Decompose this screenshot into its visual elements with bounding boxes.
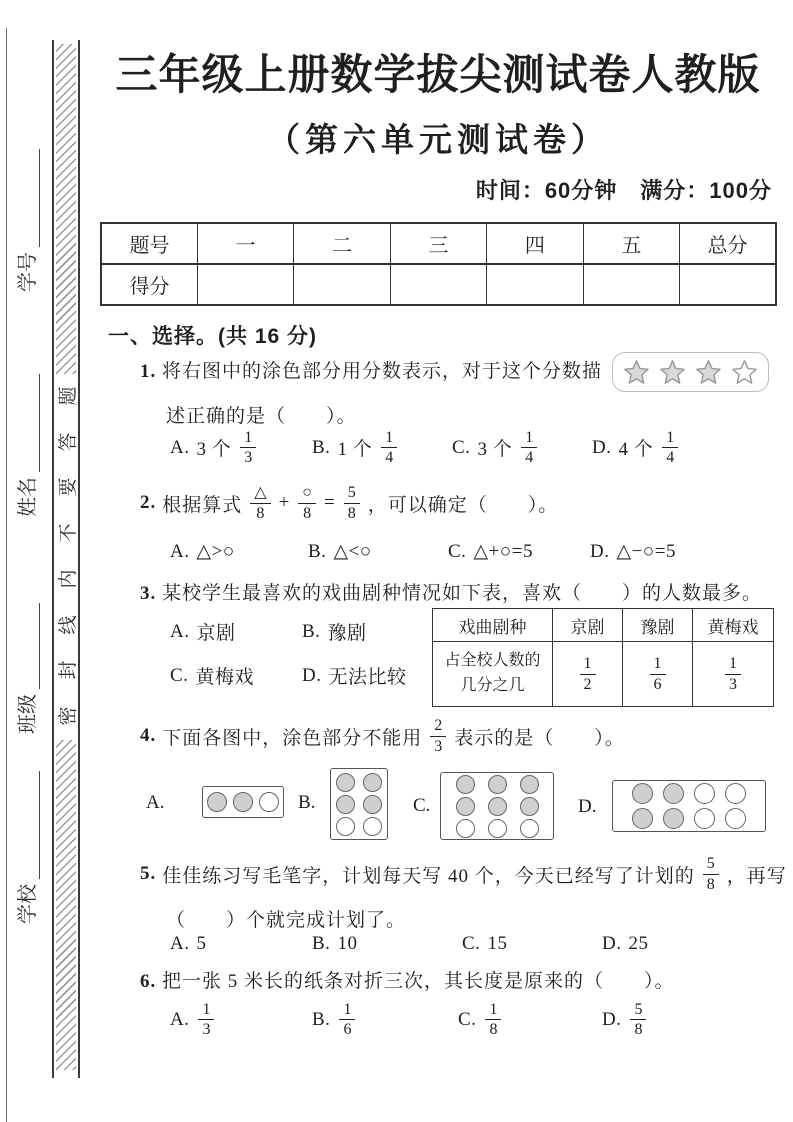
score-table: [100, 222, 777, 306]
field-school-label: 学校: [17, 884, 39, 924]
star-filled-icon: [695, 359, 722, 386]
shaded-circle: [207, 792, 227, 812]
q1-option-c: C. 3 个 $\frac{1}{4}$: [452, 428, 539, 467]
shaded-circle: [363, 795, 382, 814]
q4-stem-post: 表示的是（ ）。: [454, 727, 625, 749]
shaded-circle: [663, 783, 684, 804]
q3-table-row-label: 占全校人数的 几分之几: [433, 642, 553, 707]
q4-figure-d-label: D.: [578, 796, 597, 817]
q4-stem-pre: 下面各图中，涂色部分不能用: [162, 727, 423, 749]
field-student-number-blank: [17, 149, 40, 247]
q4-box-3: [612, 780, 766, 832]
score-col-total: 总分: [680, 223, 776, 264]
seal-char: 线: [57, 615, 79, 635]
empty-circle: [336, 817, 355, 836]
fraction: $\frac{1}{4}$: [381, 428, 397, 467]
fraction: $\frac{1}{3}$: [198, 1000, 214, 1039]
q6-option-a: A. $\frac{1}{3}$: [170, 1000, 216, 1039]
q4-stem: [140, 712, 625, 760]
q1-number: 1.: [140, 361, 157, 382]
section-one-title: 一、选择。(共 16 分): [108, 325, 318, 348]
q2-stem-post: ，可以确定（ ）。: [367, 494, 559, 516]
empty-circle: [694, 808, 715, 829]
q1-stars-figure: [612, 352, 769, 392]
q3-table-header-row: [433, 609, 774, 642]
shaded-circle: [632, 808, 653, 829]
field-class: [14, 600, 40, 734]
fraction: $\frac{1}{8}$: [485, 1000, 501, 1039]
q3-table-header-type: 戏曲剧种: [433, 609, 553, 642]
seal-char: 不: [57, 523, 79, 543]
star-empty-icon: [731, 359, 758, 386]
score-col-5: 五: [583, 223, 679, 264]
q5-fraction-five-eighths: $\frac{5}{8}$: [703, 854, 719, 893]
shaded-circle: [663, 808, 684, 829]
shaded-circle: [336, 773, 355, 792]
q3-option-d: D. 无法比较: [302, 664, 407, 688]
q3-option-a: A. 京剧: [170, 620, 236, 644]
q1-stem-line1: [140, 356, 602, 383]
field-class-label: 班级: [17, 694, 39, 734]
score-col-2: 二: [294, 223, 390, 264]
fraction: $\frac{5}{8}$: [630, 1000, 646, 1039]
score-cell-4: [487, 264, 583, 305]
fraction: $\frac{1}{4}$: [662, 428, 678, 467]
field-name-label: 姓名: [17, 477, 39, 517]
q5-stem-pre: 佳佳练习写毛笔字，计划每天写 40 个，今天已经写了计划的: [162, 865, 695, 887]
score-cell-5: [583, 264, 679, 305]
q4-figure-c-label: C.: [413, 795, 431, 816]
q3-table-value-yuju: $\frac{1}{6}$: [623, 642, 693, 707]
q3-table-header-yuju: 豫剧: [623, 609, 693, 642]
q1-option-a: A. 3 个 $\frac{1}{3}$: [170, 428, 258, 467]
q2-option-b: B. △<○: [308, 540, 372, 562]
q2-fraction-circle: $\frac{○}{8}$: [298, 483, 316, 522]
field-student-number-label: 学号: [17, 252, 39, 292]
q2-fraction-triangle: $\frac{\triangle}{8}$: [250, 483, 270, 522]
q6-option-c: C. $\frac{1}{8}$: [458, 1000, 503, 1039]
q2-plus-sign: +: [278, 492, 291, 513]
q5-option-c: C. 15: [462, 933, 508, 954]
score-row-label: 得分: [101, 264, 197, 305]
score-col-label: 题号: [101, 223, 197, 264]
score-col-3: 三: [390, 223, 486, 264]
q1-stem-line2: 述正确的是（ ）。: [166, 406, 357, 427]
score-table-header-row: [101, 223, 776, 264]
score-cell-1: [197, 264, 293, 305]
field-student-number: [14, 146, 40, 292]
q2-stem-pre: 根据算式: [162, 494, 243, 516]
score-cell-2: [294, 264, 390, 305]
score-cell-total: [680, 264, 776, 305]
q2-fraction-five-eighths: $\frac{5}{8}$: [344, 483, 360, 522]
q5-stem-line2: （ ）个就完成计划了。: [166, 910, 407, 931]
q5-option-d: D. 25: [602, 933, 649, 954]
field-school: [14, 768, 40, 924]
shaded-circle: [456, 775, 475, 794]
shaded-circle: [336, 795, 355, 814]
shaded-circle: [488, 797, 507, 816]
q5-number: 5.: [140, 863, 157, 884]
q1-stem-text1: 将右图中的涂色部分用分数表示，对于这个分数描: [162, 361, 603, 382]
q2-option-a: A. △>○: [170, 540, 235, 562]
q3-option-c: C. 黄梅戏: [170, 664, 254, 688]
seal-char: 封: [57, 660, 79, 680]
time-score-info: 时间：60分钟 满分：100分: [475, 178, 772, 203]
q6-option-b: B. $\frac{1}{6}$: [312, 1000, 357, 1039]
empty-circle: [456, 819, 475, 838]
seal-hatch-top: [56, 44, 76, 374]
q6-number: 6.: [140, 971, 157, 992]
shaded-circle: [488, 775, 507, 794]
q4-box-0: [202, 786, 284, 818]
q1-option-d: D. 4 个 $\frac{1}{4}$: [592, 428, 680, 467]
fraction: $\frac{1}{6}$: [339, 1000, 355, 1039]
q5-option-b: B. 10: [312, 933, 358, 954]
score-col-1: 一: [197, 223, 293, 264]
fraction: $\frac{1}{3}$: [240, 428, 256, 467]
score-table-score-row: [101, 264, 776, 305]
q3-stem-text: 某校学生最喜欢的戏曲剧种情况如下表，喜欢（ ）的人数最多。: [162, 583, 763, 604]
shaded-circle: [520, 775, 539, 794]
empty-circle: [725, 808, 746, 829]
q2-number: 2.: [140, 492, 157, 513]
q3-table-header-jingju: 京剧: [553, 609, 623, 642]
field-name-blank: [17, 374, 40, 472]
empty-circle: [725, 783, 746, 804]
q6-stem-text: 把一张 5 米长的纸条对折三次，其长度是原来的（ ）。: [162, 971, 675, 992]
seal-text: [52, 384, 80, 728]
q1-option-b: B. 1 个 $\frac{1}{4}$: [312, 428, 399, 467]
q4-fraction-two-thirds: $\frac{2}{3}$: [430, 716, 446, 755]
seal-char: 题: [57, 386, 79, 406]
q3-opera-table: [432, 608, 774, 707]
shaded-circle: [632, 783, 653, 804]
q3-option-b: B. 豫剧: [302, 620, 367, 644]
q3-table-value-row: [433, 642, 774, 707]
q3-table-value-huangmeixi: $\frac{1}{3}$: [693, 642, 774, 707]
q4-number: 4.: [140, 725, 157, 746]
q4-figure-a-label: A.: [146, 792, 165, 813]
q3-number: 3.: [140, 583, 157, 604]
q3-stem: [140, 578, 762, 605]
star-filled-icon: [659, 359, 686, 386]
shaded-circle: [363, 773, 382, 792]
field-class-blank: [17, 603, 40, 689]
seal-char: 内: [57, 569, 79, 589]
q5-stem-line1: [140, 850, 787, 898]
seal-char: 答: [57, 432, 79, 452]
q2-stem: [140, 478, 558, 528]
q2-option-d: D. △−○=5: [590, 540, 677, 562]
shaded-circle: [456, 797, 475, 816]
empty-circle: [694, 783, 715, 804]
seal-hatch-bottom: [56, 740, 76, 1070]
q2-equals-sign: =: [323, 492, 336, 513]
score-col-4: 四: [487, 223, 583, 264]
page-title: 三年级上册数学拔尖测试卷人教版: [115, 51, 761, 98]
q2-option-c: C. △+○=5: [448, 540, 533, 562]
field-school-blank: [17, 771, 40, 879]
page-subtitle: （第六单元测试卷）: [267, 121, 609, 158]
score-cell-3: [390, 264, 486, 305]
empty-circle: [259, 792, 279, 812]
shaded-circle: [520, 797, 539, 816]
page-edge-line: [6, 28, 7, 1122]
q4-box-1: [330, 768, 388, 840]
empty-circle: [488, 819, 507, 838]
seal-char: 密: [57, 706, 79, 726]
q5-option-a: A. 5: [170, 933, 207, 954]
seal-char: 要: [57, 477, 79, 497]
empty-circle: [363, 817, 382, 836]
empty-circle: [520, 819, 539, 838]
q3-table-value-jingju: $\frac{1}{2}$: [553, 642, 623, 707]
fraction: $\frac{1}{4}$: [521, 428, 537, 467]
shaded-circle: [233, 792, 253, 812]
q3-table-header-huangmeixi: 黄梅戏: [693, 609, 774, 642]
q4-figure-b-label: B.: [298, 792, 316, 813]
q4-box-2: [440, 772, 554, 840]
q6-option-d: D. $\frac{5}{8}$: [602, 1000, 648, 1039]
field-name: [14, 371, 40, 517]
star-filled-icon: [623, 359, 650, 386]
q6-stem: [140, 966, 675, 993]
q5-stem-post: ，再写: [726, 865, 787, 887]
